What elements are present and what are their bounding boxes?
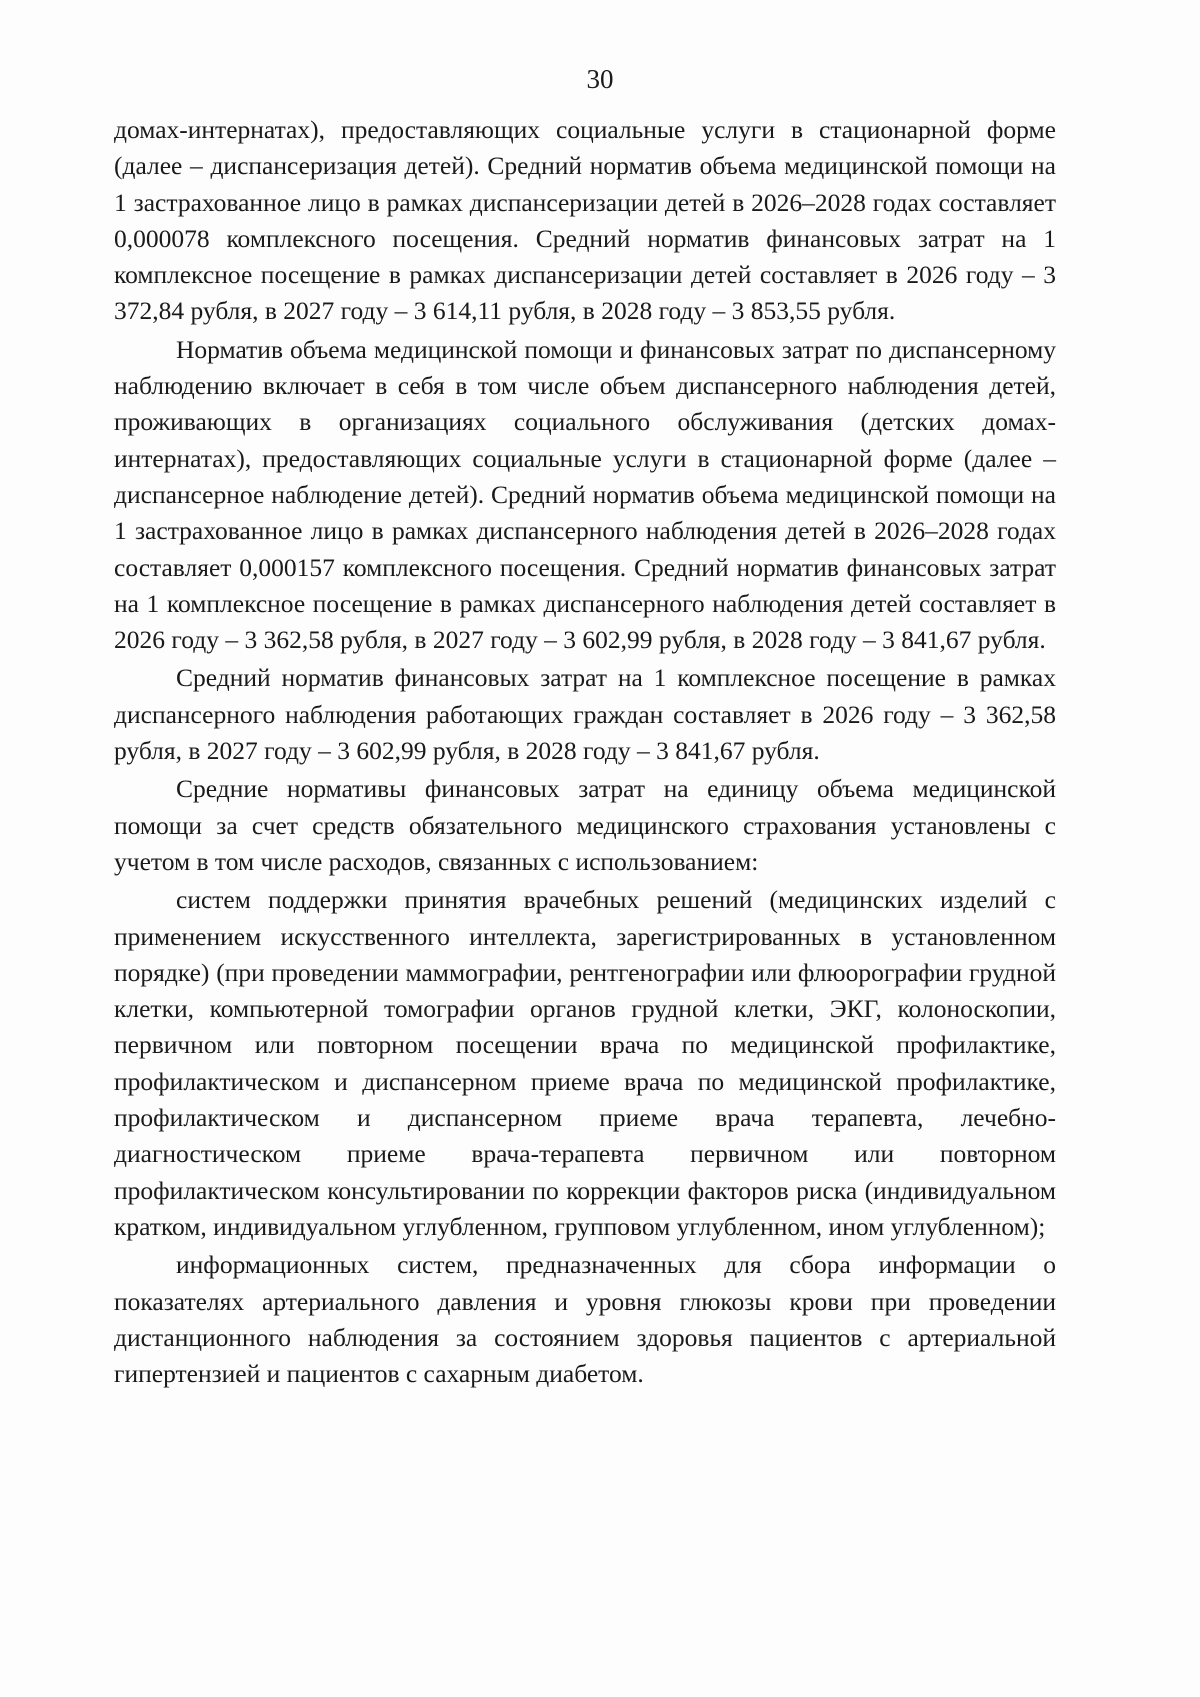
page-number: 30 xyxy=(586,64,614,94)
paragraph-working-citizens: Средний норматив финансовых затрат на 1 комплексное посещение в рамках диспансерного наблюдения работающих граждан составляет в 2026 году – 3 362,58 рубля, в 2027 году – 3 602,99 рубля, в 2028 году – 3 841,67 рубля. xyxy=(114,663,1056,766)
paragraph-dispensary-observation-children: Норматив объема медицинской помощи и финансовых затрат по диспансерному наблюдению включает в себя в том числе объем диспансерного наблюдения детей, проживающих в организациях социального обслуживания (детских домах-интернатах), предоставляющих социальные услуги в стационарной форме (далее – диспансерное наблюдение детей). Средний норматив объема медицинской помощи на 1 застрахованное лицо в рамках диспансерного наблюдения детей в 2026–2028 годах составляет 0,000157 комплексного посещения. Средний норматив финансовых затрат на 1 комплексное посещение в рамках диспансерного наблюдения детей составляет в 2026 году – 3 362,58 рубля, в 2027 году – 3 602,99 рубля, в 2028 году – 3 841,67 рубля. xyxy=(114,334,1056,655)
paragraph-decision-support-systems: систем поддержки принятия врачебных решений (медицинских изделий с применением искусственного интеллекта, зарегистрированных в установленном порядке) (при проведении маммографии, рентгенографии или флюорографии грудной клетки, компьютерной томографии органов грудной клетки, ЭКГ, колоноскопии, первичном или повторном посещении врача по медицинской профилактике, профилактическом и диспансерном приеме врача по медицинской профилактике, профилактическом и диспансерном приеме врача терапевта, лечебно-диагностическом приеме врача-терапевта первичном или повторном профилактическом консультировании по коррекции факторов риска (индивидуальном кратком, индивидуальном углубленном, групповом углубленном, ином углубленном); xyxy=(114,885,1056,1241)
paragraph-dispanserization-children: домах-интернатах), предоставляющих социальные услуги в стационарной форме (далее – диспансеризация детей). Средний норматив объема медицинской помощи на 1 застрахованное лицо в рамках диспансеризации детей в 2026–2028 годах составляет 0,000078 комплексного посещения. Средний норматив финансовых затрат на 1 комплексное посещение в рамках диспансеризации детей составляет в 2026 году – 3 372,84 рубля, в 2027 году – 3 614,11 рубля, в 2028 году – 3 853,55 рубля. xyxy=(114,115,1056,326)
paragraph-average-standards: Средние нормативы финансовых затрат на единицу объема медицинской помощи за счет средств обязательного медицинского страхования установлены с учетом в том числе расходов, связанных с использованием: xyxy=(114,774,1056,876)
document-body xyxy=(114,112,1056,1392)
paragraph-information-systems: информационных систем, предназначенных для сбора информации о показателях артериального давления и уровня глюкозы крови при проведении дистанционного наблюдения за состоянием здоровья пациентов с артериальной гипертензией и пациентов с сахарным диабетом. xyxy=(114,1250,1056,1389)
